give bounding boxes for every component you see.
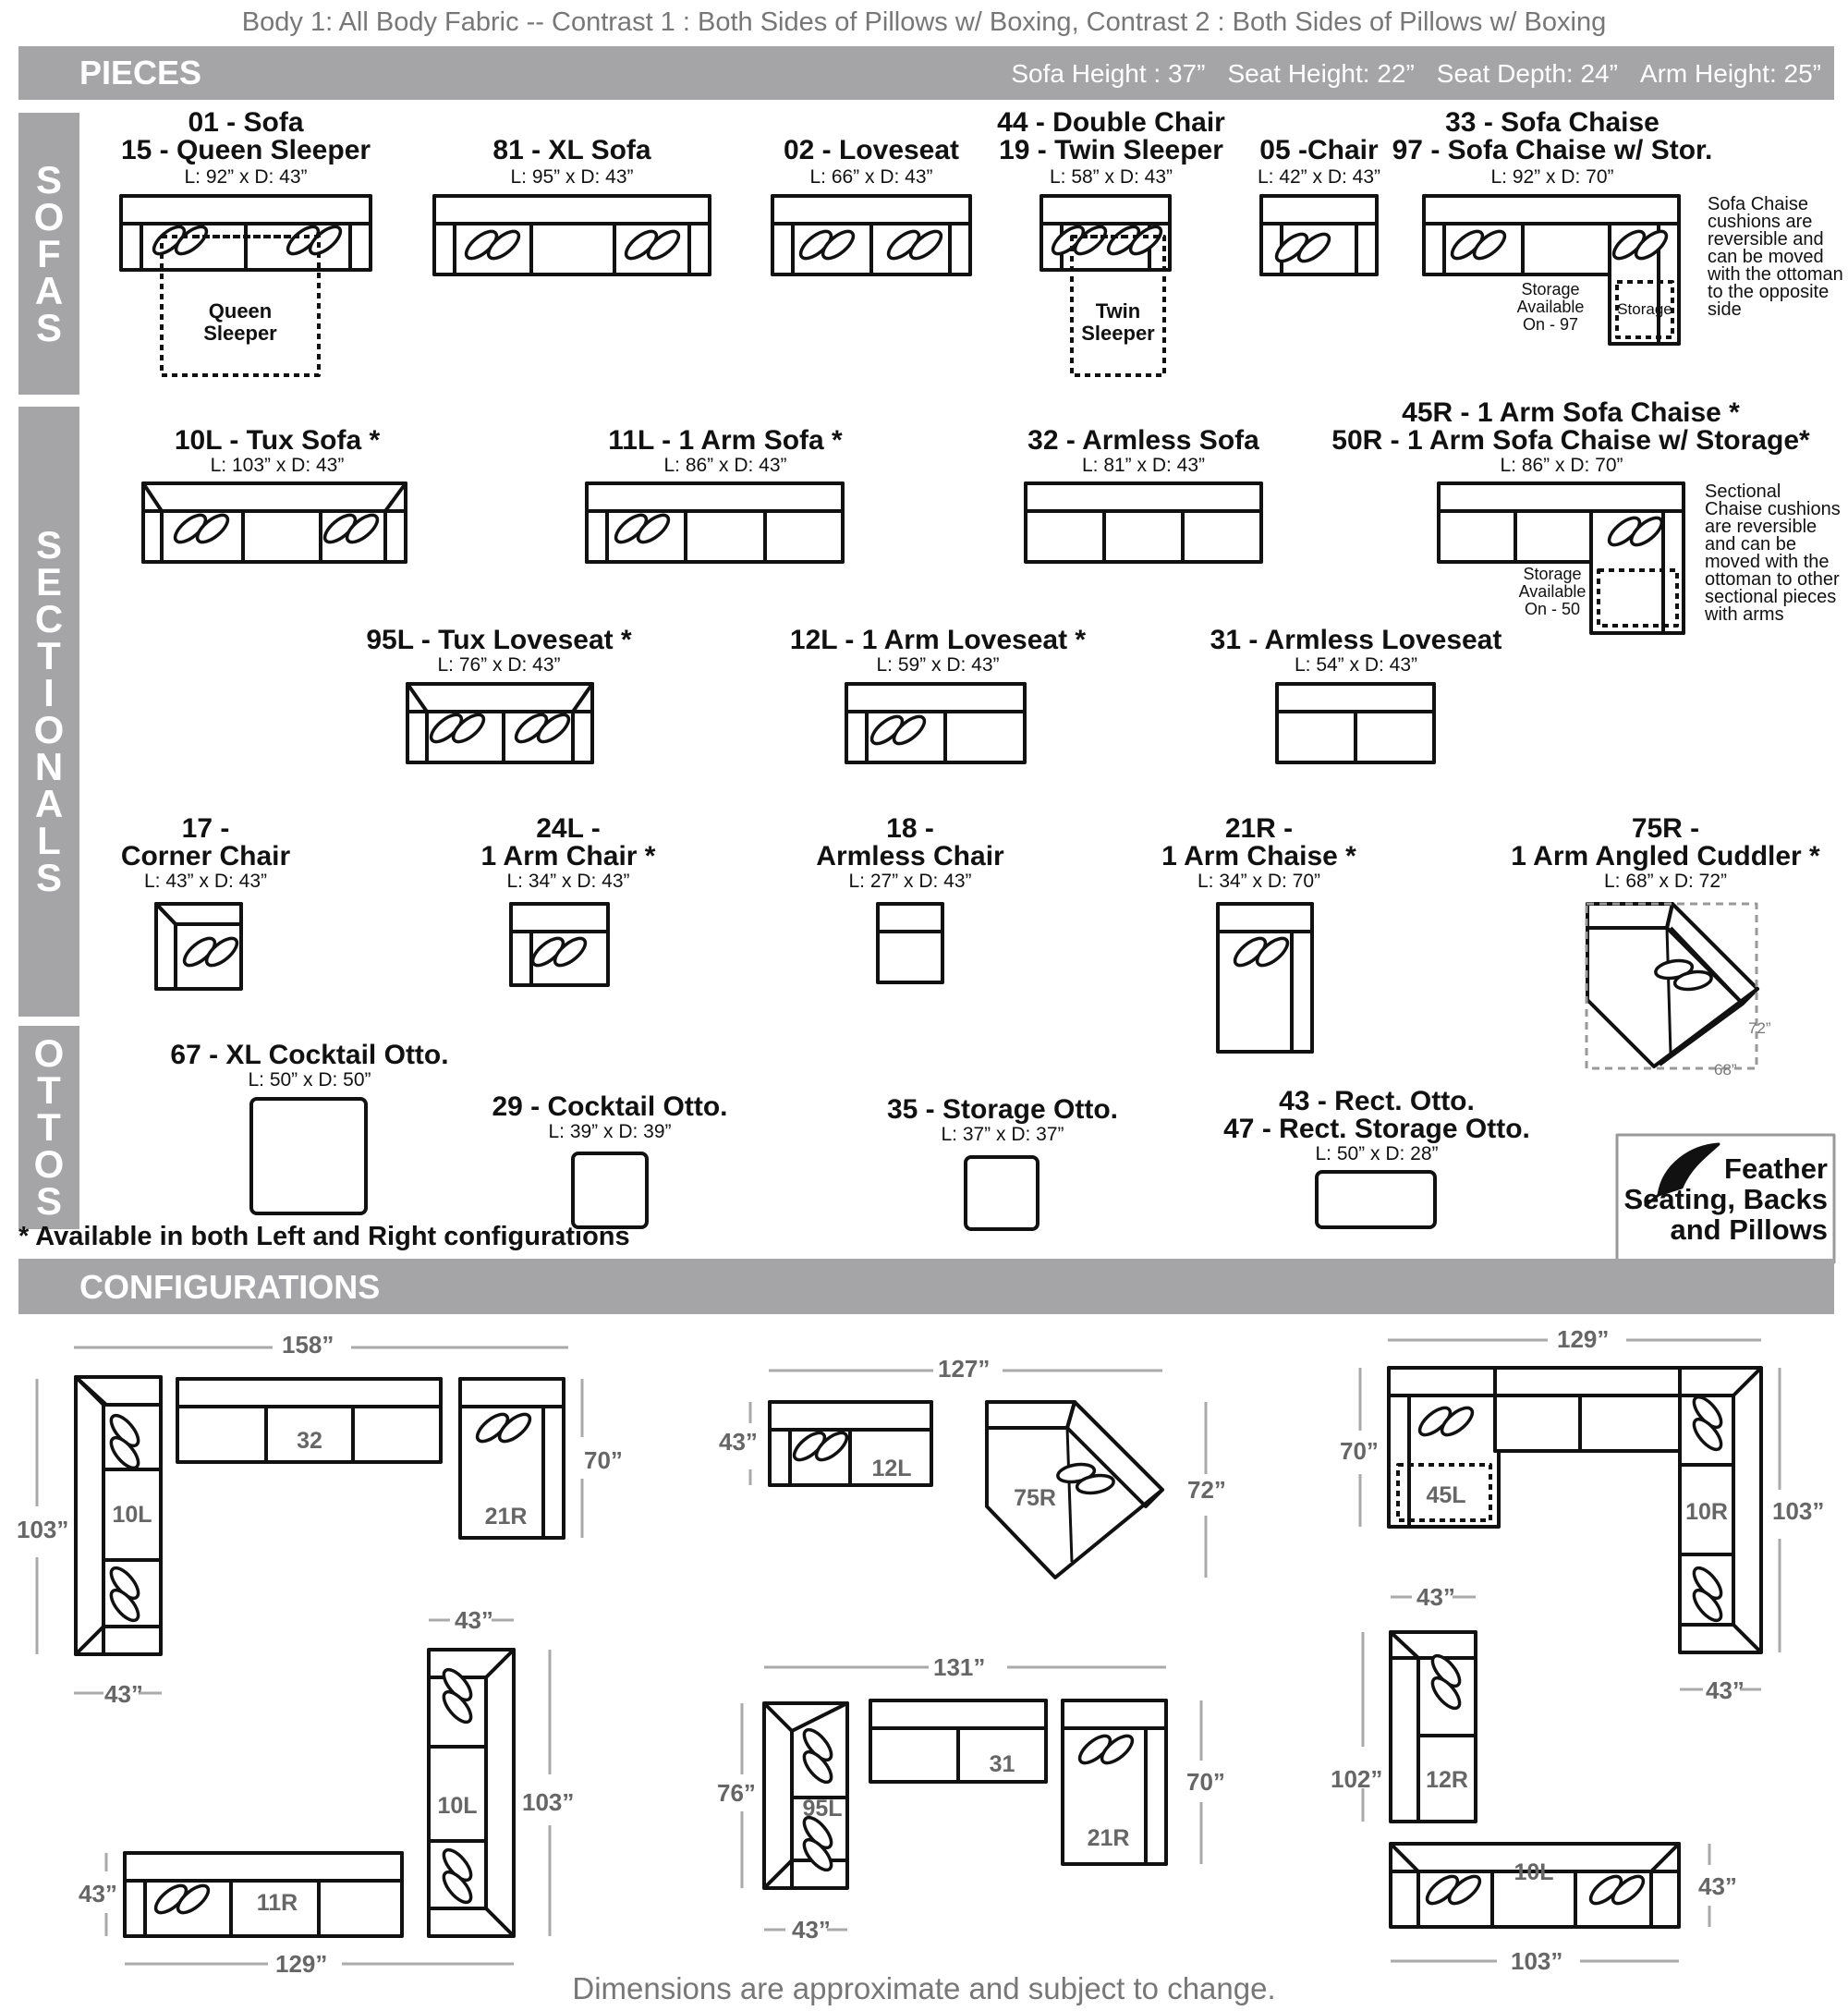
tab-letter: C — [34, 597, 64, 640]
otto-35-dim: L: 37” x D: 37” — [941, 1124, 1064, 1145]
tab-letter: T — [37, 634, 61, 677]
loveseat-02-title: 02 - Loveseat — [783, 135, 960, 165]
sofa-01-shape — [121, 196, 371, 375]
c2-top-dim: 127” — [938, 1355, 991, 1383]
armless-loveseat-31-dim: L: 54” x D: 43” — [1294, 654, 1418, 676]
otto-67-dim: L: 50” x D: 50” — [248, 1069, 371, 1091]
c5-label-95l: 95L — [802, 1796, 843, 1822]
title-line: 17 - — [181, 813, 230, 844]
feather-line: and Pillows — [1670, 1213, 1828, 1246]
spec-seat-depth: Seat Depth: 24” — [1436, 59, 1618, 88]
tab-letter: E — [35, 560, 62, 603]
tab-letter: S — [35, 523, 62, 567]
c1-right-dim: 70” — [584, 1446, 623, 1474]
feather-line: Feather — [1724, 1152, 1828, 1185]
c5-top-dim: 131” — [933, 1653, 986, 1681]
c3-bottom-dim: 43” — [1706, 1676, 1745, 1704]
tab-letter: S — [35, 157, 62, 201]
otto-29-dim: L: 39” x D: 39” — [548, 1121, 672, 1142]
one-arm-sofa-11l-shape — [587, 483, 843, 562]
c6-label-10l: 10L — [1514, 1859, 1554, 1885]
c1-left-dim: 103” — [17, 1516, 69, 1543]
tab-letter: O — [33, 708, 65, 751]
sofa-81-shape — [434, 196, 710, 274]
title-line: Armless Chair — [816, 841, 1004, 871]
storage-50-note: Storage Available On - 50 — [1518, 565, 1587, 618]
tab-letter: S — [35, 1179, 62, 1223]
tab-letter: L — [37, 819, 61, 862]
c3-left-dim: 70” — [1340, 1437, 1379, 1465]
section-tab-ottos — [18, 1026, 79, 1229]
c5-label-21r: 21R — [1087, 1825, 1130, 1851]
cuddler-75r-title — [1506, 815, 1825, 871]
tab-letter: T — [37, 1105, 61, 1149]
armless-sofa-32-dim: L: 81” x D: 43” — [1081, 455, 1206, 476]
one-arm-chair-24l-dim: L: 34” x D: 43” — [506, 871, 630, 892]
chair-44-title — [989, 109, 1234, 165]
title-line: 1 Arm Chair * — [480, 841, 656, 871]
title-line: 19 - Twin Sleeper — [999, 135, 1223, 165]
footer-note: Dimensions are approximate and subject to change. — [572, 1971, 1276, 2005]
cuddler-75r-dim: L: 68” x D: 72” — [1603, 871, 1728, 892]
spec-seat-height: Seat Height: 22” — [1227, 59, 1415, 88]
title-line: 44 - Double Chair — [997, 107, 1225, 138]
otto-29-shape — [573, 1153, 647, 1227]
c1-label-32: 32 — [297, 1428, 322, 1454]
corner-chair-17-shape — [156, 904, 241, 989]
c4-bottom-dim: 129” — [275, 1950, 328, 1978]
cuddler-dim-68: 68” — [1714, 1061, 1737, 1079]
c1-bottom-dim: 43” — [104, 1680, 143, 1708]
corner-chair-17-title — [92, 815, 319, 871]
c5-label-31: 31 — [989, 1751, 1015, 1777]
sofa-02-shape — [772, 196, 970, 274]
title-line: 24L - — [536, 813, 601, 844]
otto-43-title — [1201, 1088, 1552, 1143]
sofa-01-dim: L: 92” x D: 43” — [184, 166, 308, 188]
chaise-21r-title — [1146, 815, 1372, 871]
armless-loveseat-31-title: 31 - Armless Loveseat — [1210, 625, 1502, 655]
sofa-01-title — [98, 109, 394, 165]
sofa-81-title: 81 - XL Sofa — [492, 135, 651, 165]
title-line: 33 - Sofa Chaise — [1445, 107, 1660, 138]
angled-cuddler-75r-shape — [1587, 904, 1757, 1068]
chaise-33-dim: L: 92” x D: 70” — [1490, 166, 1614, 188]
one-arm-loveseat-12l-dim: L: 59” x D: 43” — [876, 654, 1000, 676]
chaise-45r-title — [1331, 399, 1811, 455]
title-line: Corner Chair — [120, 841, 291, 871]
otto-67-shape — [251, 1099, 366, 1213]
c4-right-dim: 103” — [522, 1788, 575, 1816]
c1-top-dim: 158” — [282, 1331, 334, 1359]
chair-05-shape — [1261, 196, 1377, 274]
c6-bottom-dim: 103” — [1511, 1947, 1563, 1975]
title-line: 15 - Queen Sleeper — [120, 135, 371, 165]
c3-top-dim: 129” — [1557, 1325, 1610, 1353]
tux-loveseat-95l-dim: L: 76” x D: 43” — [437, 654, 561, 676]
one-arm-sofa-11l-dim: L: 86” x D: 43” — [663, 455, 787, 476]
feather-text — [1617, 1153, 1828, 1245]
otto-35-shape — [966, 1157, 1038, 1229]
available-note: * Available in both Left and Right configurations — [18, 1222, 630, 1251]
tab-letter: I — [43, 671, 55, 714]
armless-sofa-32-title: 32 - Armless Sofa — [1027, 425, 1259, 456]
title-line: 50R - 1 Arm Sofa Chaise w/ Storage* — [1331, 425, 1810, 456]
c6-right-dim: 43” — [1698, 1872, 1737, 1900]
tab-letter: N — [34, 745, 64, 788]
spec-sofa-height: Sofa Height : 37” — [1011, 59, 1206, 88]
pieces-header — [18, 46, 1834, 100]
configurations-header — [18, 1259, 1834, 1314]
tab-letter: F — [37, 231, 61, 275]
armless-chair-18-title — [795, 815, 1026, 871]
tab-letter: A — [34, 782, 64, 825]
sofa-81-dim: L: 95” x D: 43” — [510, 166, 634, 188]
tab-letter: S — [35, 305, 62, 349]
cuddler-dim-72: 72” — [1748, 1019, 1771, 1037]
tab-letter: T — [37, 1068, 61, 1112]
pieces-specs — [1011, 59, 1821, 89]
otto-43-dim: L: 50” x D: 28” — [1315, 1143, 1439, 1164]
tab-letter: O — [33, 1031, 65, 1075]
title-line: 43 - Rect. Otto. — [1279, 1086, 1475, 1116]
c3-label-45l: 45L — [1426, 1482, 1466, 1508]
c4-top-dim: 43” — [455, 1606, 493, 1634]
c4-left-dim: 43” — [79, 1880, 117, 1907]
chair-44-dim: L: 58” x D: 43” — [1049, 166, 1173, 188]
feather-line: Seating, Backs — [1623, 1183, 1828, 1215]
section-tab-sectionals — [18, 407, 79, 1017]
queen-sleeper-label: Queen Sleeper — [203, 299, 277, 345]
one-arm-loveseat-12l-shape — [846, 684, 1025, 762]
c1-label-21r: 21R — [484, 1504, 528, 1530]
otto-35-title: 35 - Storage Otto. — [886, 1094, 1119, 1125]
loveseat-02-dim: L: 66” x D: 43” — [809, 166, 933, 188]
armless-chair-18-dim: L: 27” x D: 43” — [848, 871, 972, 892]
c4-label-11r: 11R — [256, 1890, 298, 1916]
chaise-21r-dim: L: 34” x D: 70” — [1197, 871, 1321, 892]
configurations-title: CONFIGURATIONS — [79, 1268, 381, 1306]
title-line: 18 - — [886, 813, 934, 844]
top-note: Body 1: All Body Fabric -- Contrast 1 : Both Sides of Pillows w/ Boxing, Contrast 2 : Both Sides of Pillows w/ Boxing — [241, 7, 1607, 37]
chair-05-title: 05 -Chair — [1259, 135, 1379, 165]
c2-label-75r: 75R — [1014, 1485, 1056, 1511]
chaise-45r-dim: L: 86” x D: 70” — [1500, 455, 1623, 476]
sectional-side-note: Sectional Chaise cushions are reversible and can be moved with the ottoman to other sectional pieces with arms — [1705, 481, 1841, 625]
c6-left-dim: 102” — [1331, 1765, 1383, 1793]
title-line: 21R - — [1224, 813, 1294, 844]
one-arm-chaise-21r-shape — [1218, 904, 1312, 1052]
c1-label-10l: 10L — [112, 1502, 152, 1528]
tux-sofa-10l-title: 10L - Tux Sofa * — [174, 425, 381, 456]
tab-letter: O — [33, 194, 65, 238]
config-2-shape — [770, 1402, 1162, 1578]
section-tab-sofas — [18, 113, 79, 395]
pieces-title: PIECES — [79, 54, 202, 91]
c2-left-dim: 43” — [719, 1428, 758, 1456]
c5-right-dim: 70” — [1186, 1768, 1225, 1796]
title-line: 97 - Sofa Chaise w/ Stor. — [1392, 135, 1713, 165]
otto-29-title: 29 - Cocktail Otto. — [492, 1091, 728, 1122]
tab-letter: A — [34, 268, 64, 312]
tux-loveseat-95l-shape — [407, 684, 592, 762]
c2-right-dim: 72” — [1187, 1476, 1226, 1504]
c2-label-12l: 12L — [871, 1456, 912, 1481]
one-arm-loveseat-12l-title: 12L - 1 Arm Loveseat * — [789, 625, 1087, 655]
c5-bottom-dim: 43” — [792, 1916, 831, 1944]
title-line: 47 - Rect. Storage Otto. — [1223, 1114, 1530, 1144]
tux-sofa-10l-dim: L: 103” x D: 43” — [210, 455, 345, 476]
corner-chair-17-dim: L: 43” x D: 43” — [143, 871, 268, 892]
armless-loveseat-31-shape — [1277, 684, 1434, 762]
c3-right-dim: 103” — [1772, 1497, 1825, 1525]
storage-97-note: Storage Available On - 97 — [1516, 280, 1585, 334]
armless-sofa-32-shape — [1026, 483, 1261, 562]
twin-sleeper-label: Twin Sleeper — [1081, 299, 1155, 345]
otto-43-shape — [1317, 1172, 1435, 1227]
chaise-33-title — [1386, 109, 1719, 165]
one-arm-chair-24l-title — [462, 815, 675, 871]
tux-sofa-10l-shape — [143, 483, 406, 562]
title-line: 1 Arm Chaise * — [1161, 841, 1356, 871]
one-arm-sofa-11l-title: 11L - 1 Arm Sofa * — [608, 425, 843, 456]
title-line: 1 Arm Angled Cuddler * — [1511, 841, 1820, 871]
tux-loveseat-95l-title: 95L - Tux Loveseat * — [366, 625, 632, 655]
title-line: 45R - 1 Arm Sofa Chaise * — [1402, 397, 1740, 428]
storage-label: Storage — [1617, 300, 1672, 318]
chaise-side-note: Sofa Chaise cushions are reversible and can be moved with the ottoman to the opposite side — [1708, 194, 1843, 320]
c6-top-dim: 43” — [1416, 1583, 1455, 1611]
config-5-shape — [764, 1700, 1166, 1888]
armless-chair-18-shape — [878, 904, 942, 982]
spec-arm-height: Arm Height: 25” — [1639, 59, 1821, 88]
otto-67-title: 67 - XL Cocktail Otto. — [170, 1040, 449, 1070]
one-arm-chair-24l-shape — [511, 904, 608, 985]
c5-left-dim: 76” — [717, 1779, 756, 1807]
c4-label-10l: 10L — [437, 1793, 478, 1819]
title-line: 75R - — [1631, 813, 1700, 844]
tab-letter: O — [33, 1142, 65, 1186]
c6-label-12r: 12R — [1426, 1767, 1468, 1793]
c3-label-10r: 10R — [1685, 1499, 1728, 1525]
tab-letter: S — [35, 856, 62, 899]
chair-05-dim: L: 42” x D: 43” — [1257, 166, 1381, 188]
sofa-44-shape — [1041, 196, 1170, 375]
title-line: 01 - Sofa — [188, 107, 304, 138]
